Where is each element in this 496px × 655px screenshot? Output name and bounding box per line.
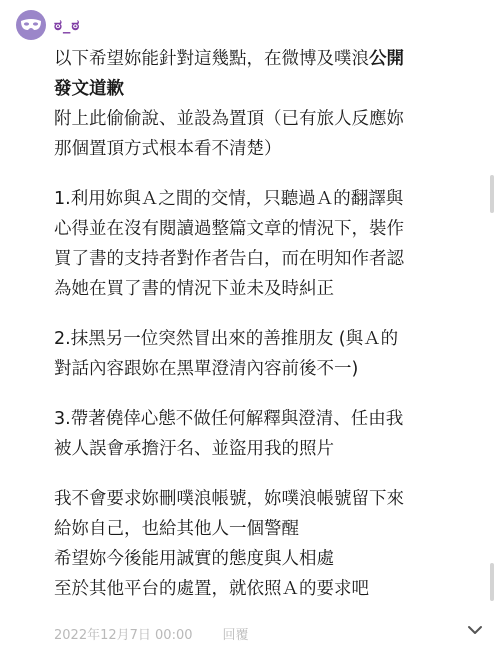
reply-button[interactable]: 回覆 [222,627,249,643]
post-text-line [54,244,484,274]
post-text-line [54,74,484,104]
avatar[interactable] [16,10,46,40]
post-text-line [54,544,484,574]
post-text-line [54,514,484,544]
post-text-line [54,274,484,304]
post-text-segment: 3.帶著僥倖心態不做任何解釋與澄清、任由我 [54,409,404,429]
post-text-line [54,484,484,514]
username[interactable]: ಠ_ಠ [54,16,81,34]
post-text-line [54,104,484,134]
post-text-bold: 發文道歉 [54,79,124,99]
post-text-segment: 希望妳今後能用誠實的態度與人相處 [54,549,334,569]
post-text-segment: 2.抹黑另一位突然冒出來的善推朋友 (與Ａ的 [54,329,399,349]
post-paragraph [54,44,484,164]
post-text-line [54,324,484,354]
post-text-segment: 那個置頂方式根本看不清楚） [54,139,282,159]
post-content [54,44,484,624]
post-text-line [54,404,484,434]
post-text-segment: 買了書的支持者對作者告白，而在明知作者認 [54,249,404,269]
post-text-segment: 對話內容跟妳在黑單澄清內容前後不一) [54,359,359,379]
post-text-line [54,574,484,604]
scroll-indicator [490,175,494,213]
post-paragraph [54,184,484,304]
post-text-line [54,434,484,464]
post-paragraph [54,484,484,604]
post-text-line [54,214,484,244]
post-header [16,10,80,40]
post-paragraph [54,404,484,464]
post-text-segment: 附上此偷偷說、並設為置頂（已有旅人反應妳 [54,109,404,129]
post-text-line [54,354,484,384]
post-paragraph [54,324,484,384]
post-text-line [54,184,484,214]
post-text-segment: 至於其他平台的處置，就依照Ａ的要求吧 [54,579,369,599]
post-text-segment: 給妳自己，也給其他人一個警醒 [54,519,299,539]
post-text-segment: 心得並在沒有閱讀過整篇文章的情況下，裝作 [54,219,404,239]
post-text-bold: 公開 [369,49,404,69]
chevron-down-icon[interactable] [466,624,484,636]
timestamp: 2022年12月7日 00:00 [54,627,193,643]
post-text-segment: 以下希望妳能針對這幾點，在微博及噗浪 [54,49,369,69]
post-text-segment: 我不會要求妳刪噗浪帳號，妳噗浪帳號留下來 [54,489,404,509]
post-text-line [54,44,484,74]
post-footer [54,622,484,644]
post-text-line [54,134,484,164]
scroll-indicator [490,563,494,601]
post-text-segment: 被人誤會承擔汙名、並盜用我的照片 [54,439,334,459]
post-text-segment: 1.利用妳與Ａ之間的交情，只聽過Ａ的翻譯與 [54,189,404,209]
post-text-segment: 為她在買了書的情況下並未及時糾正 [54,279,334,299]
mask-icon [20,18,42,32]
